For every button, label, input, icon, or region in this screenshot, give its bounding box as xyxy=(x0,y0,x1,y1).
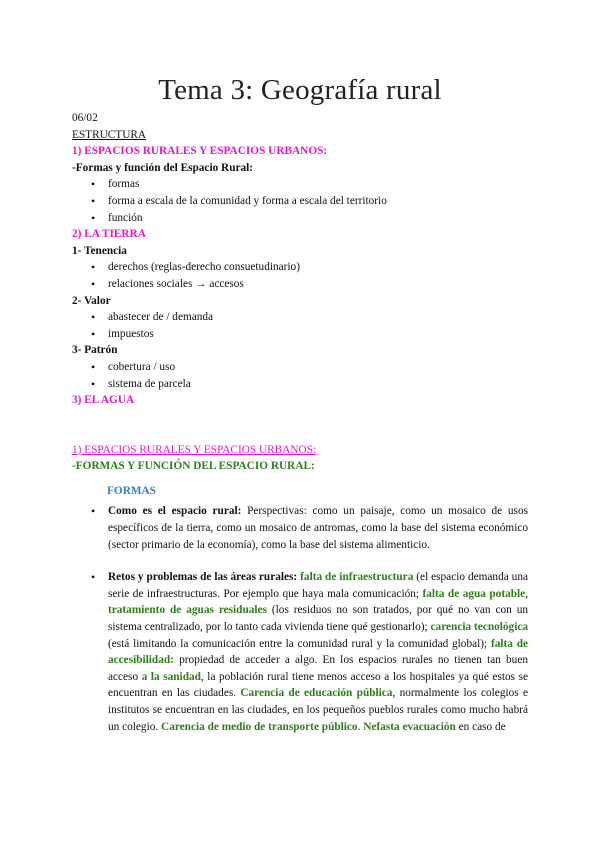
paragraph-text: propiedad de acceder a algo. En los espacios rurales no tienen tan buen acceso xyxy=(108,654,528,683)
paragraph-text: , la población rural tiene menos acceso a los hospitales ya qué estos se encuentran en las ciudades. xyxy=(108,670,528,700)
paragraph-text: en caso de xyxy=(455,720,506,733)
highlight-term: carencia tecnológica xyxy=(430,621,529,634)
paragraph-text: (está limitando la comunicación entre la comunidad rural y la comunidad global); xyxy=(108,637,491,650)
list-item: • forma a escala de la comunidad y forma a escala del territorio xyxy=(72,193,528,210)
paragraph-text: , normalmente los colegios e institutos se encuentran en las ciudades, en los pequeños pueblos rurales como mucho habrá un colegio. xyxy=(108,687,528,733)
highlight-term: Carencia de educación pública xyxy=(240,687,393,700)
list-item: • abastecer de / demanda xyxy=(72,309,528,326)
highlight-term: Nefasta evacuación xyxy=(363,720,456,733)
highlight-term: falta de accesibilidad: xyxy=(108,637,528,667)
highlight-term: tratamiento de aguas residuales xyxy=(108,604,267,617)
list-item: • formas xyxy=(72,176,528,193)
list-item: • derechos (reglas-derecho consuetudinario) xyxy=(72,259,528,276)
patron-heading: 3- Patrón xyxy=(72,344,118,357)
paragraph-text: (el espacio demanda una serie de infraestructuras. Por ejemplo que haya mala comunicación; xyxy=(108,571,528,600)
paragraph-text: , xyxy=(525,587,529,600)
highlight-term: Carencia de medio de transporte público xyxy=(161,720,358,733)
date-line: 06/02 xyxy=(72,112,98,124)
list-item: • relaciones sociales → accesos xyxy=(72,276,528,293)
section-2-heading: 2) LA TIERRA xyxy=(72,228,146,241)
estructura-heading: ESTRUCTURA xyxy=(72,128,147,141)
list-item: • sistema de parcela xyxy=(72,376,528,393)
paragraph-text: Perspectivas: como un paisaje, como un mosaico de usos específicos de la tierra, como un mosaico de antromas, como la base del sistema económico (sector primario de la economía), como la base del sistema alimenticio. xyxy=(108,505,529,551)
highlight-term: falta de agua potable xyxy=(422,587,526,600)
tenencia-heading: 1- Tenencia xyxy=(72,244,127,257)
paragraph-espacio-rural xyxy=(72,503,528,553)
list-item: • función xyxy=(72,210,528,227)
paragraph-lead: Retos y problemas de las áreas rurales: xyxy=(108,571,298,584)
list-item: • cobertura / uso xyxy=(72,359,528,376)
section-1-repeat-heading: 1) ESPACIOS RURALES Y ESPACIOS URBANOS: xyxy=(72,443,317,456)
formas-heading: FORMAS xyxy=(107,484,156,497)
paragraph-text: (los residuos no son tratados, por qué no van con un sistema centralizado, por lo tanto cada vivienda tiene qué gestionarlo); xyxy=(108,604,529,634)
paragraph-text: . xyxy=(357,720,364,733)
highlight-term: falta de infraestructura xyxy=(300,571,414,584)
section-3-heading: 3) EL AGUA xyxy=(72,394,135,407)
document-title: Tema 3: Geografía rural xyxy=(158,74,442,106)
valor-list xyxy=(72,309,528,342)
valor-heading: 2- Valor xyxy=(72,294,111,307)
section-1-heading: 1) ESPACIOS RURALES Y ESPACIOS URBANOS: xyxy=(72,145,328,158)
list-item: • impuestos xyxy=(72,326,528,343)
document-body xyxy=(72,110,528,735)
section-1-list xyxy=(72,176,528,226)
section-1-repeat-subheading: -FORMAS Y FUNCIÓN DEL ESPACIO RURAL: xyxy=(72,460,315,473)
patron-list xyxy=(72,359,528,392)
paragraph-retos xyxy=(72,569,528,735)
section-1-subheading: -Formas y función del Espacio Rural: xyxy=(72,161,254,174)
tenencia-list xyxy=(72,259,528,292)
paragraph-lead: Como es el espacio rural: xyxy=(108,505,242,518)
highlight-term: a la sanidad xyxy=(141,670,201,683)
